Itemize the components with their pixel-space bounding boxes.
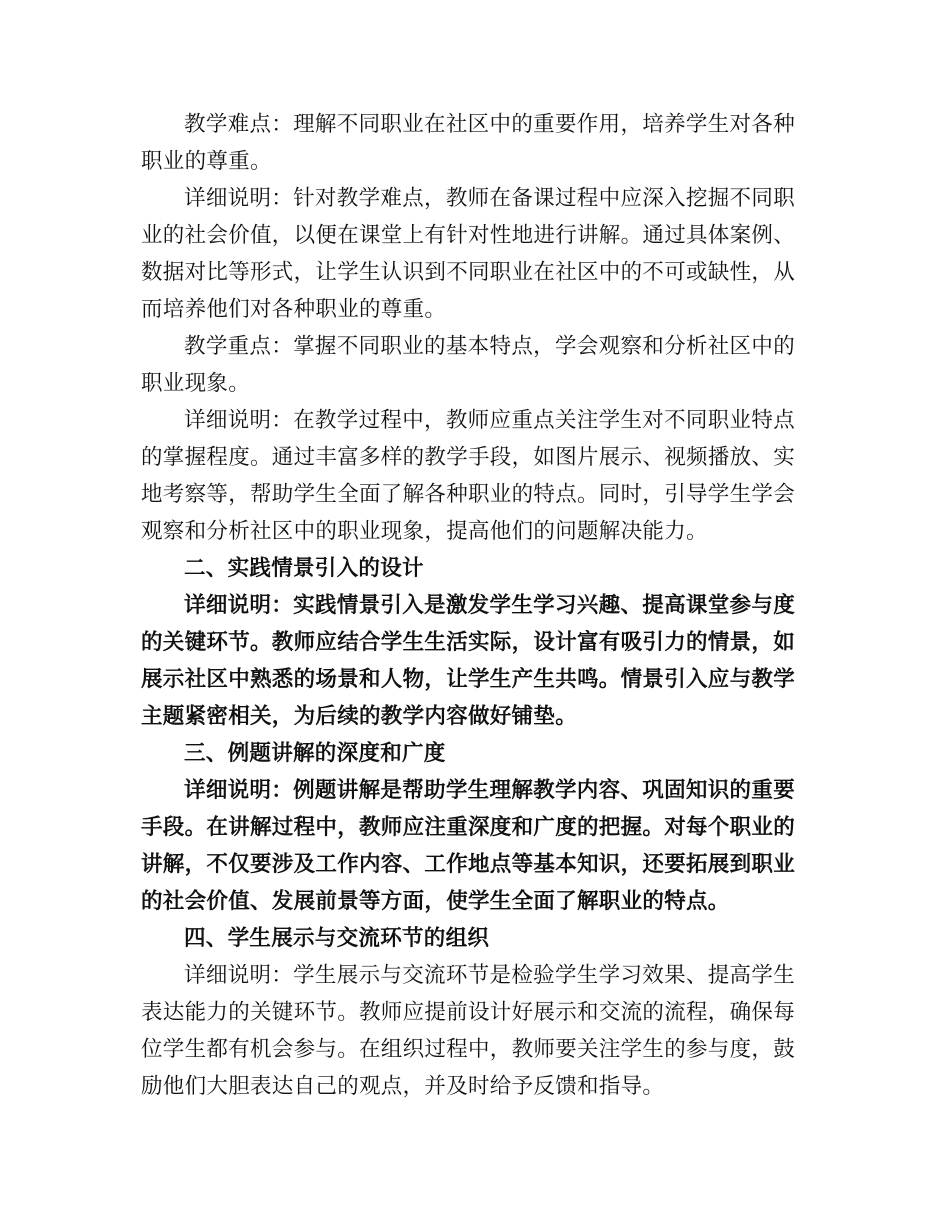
section-heading-3: 三、例题讲解的深度和广度 [184, 741, 446, 766]
paragraph-example-detail: 详细说明：例题讲解是帮助学生理解教学内容、巩固知识的重要手段。在讲解过程中，教师应注重深度和广度的把握。对每个职业的讲解，不仅要涉及工作内容、工作地点等基本知识，还要拓展到职业的社会价值、发展前景等方面，使学生全面了解职业的特点。 [141, 778, 796, 914]
paragraph-difficulty-detail: 详细说明：针对教学难点，教师在备课过程中应深入挖掘不同职业的社会价值，以便在课堂上有针对性地进行讲解。通过具体案例、数据对比等形式，让学生认识到不同职业在社区中的不可或缺性，从而培养他们对各种职业的尊重。 [141, 186, 796, 322]
paragraph-focus-detail: 详细说明：在教学过程中，教师应重点关注学生对不同职业特点的掌握程度。通过丰富多样的教学手段，如图片展示、视频播放、实地考察等，帮助学生全面了解各种职业的特点。同时，引导学生学会观察和分析社区中的职业现象，提高他们的问题解决能力。 [141, 408, 796, 544]
paragraph-teaching-focus: 教学重点：掌握不同职业的基本特点，学会观察和分析社区中的职业现象。 [141, 334, 795, 396]
document-body [141, 106, 795, 1105]
paragraph-scenario-detail: 详细说明：实践情景引入是激发学生学习兴趣、提高课堂参与度的关键环节。教师应结合学生生活实际，设计富有吸引力的情景，如展示社区中熟悉的场景和人物，让学生产生共鸣。情景引入应与教学主题紧密相关，为后续的教学内容做好铺垫。 [141, 593, 796, 729]
paragraph-teaching-difficulty: 教学难点：理解不同职业在社区中的重要作用，培养学生对各种职业的尊重。 [141, 112, 795, 174]
section-heading-4: 四、学生展示与交流环节的组织 [184, 926, 490, 951]
paragraph-presentation-detail: 详细说明：学生展示与交流环节是检验学生学习效果、提高学生表达能力的关键环节。教师应提前设计好展示和交流的流程，确保每位学生都有机会参与。在组织过程中，教师要关注学生的参与度，鼓励他们大胆表达自己的观点，并及时给予反馈和指导。 [141, 963, 796, 1099]
section-heading-2: 二、实践情景引入的设计 [184, 556, 424, 581]
